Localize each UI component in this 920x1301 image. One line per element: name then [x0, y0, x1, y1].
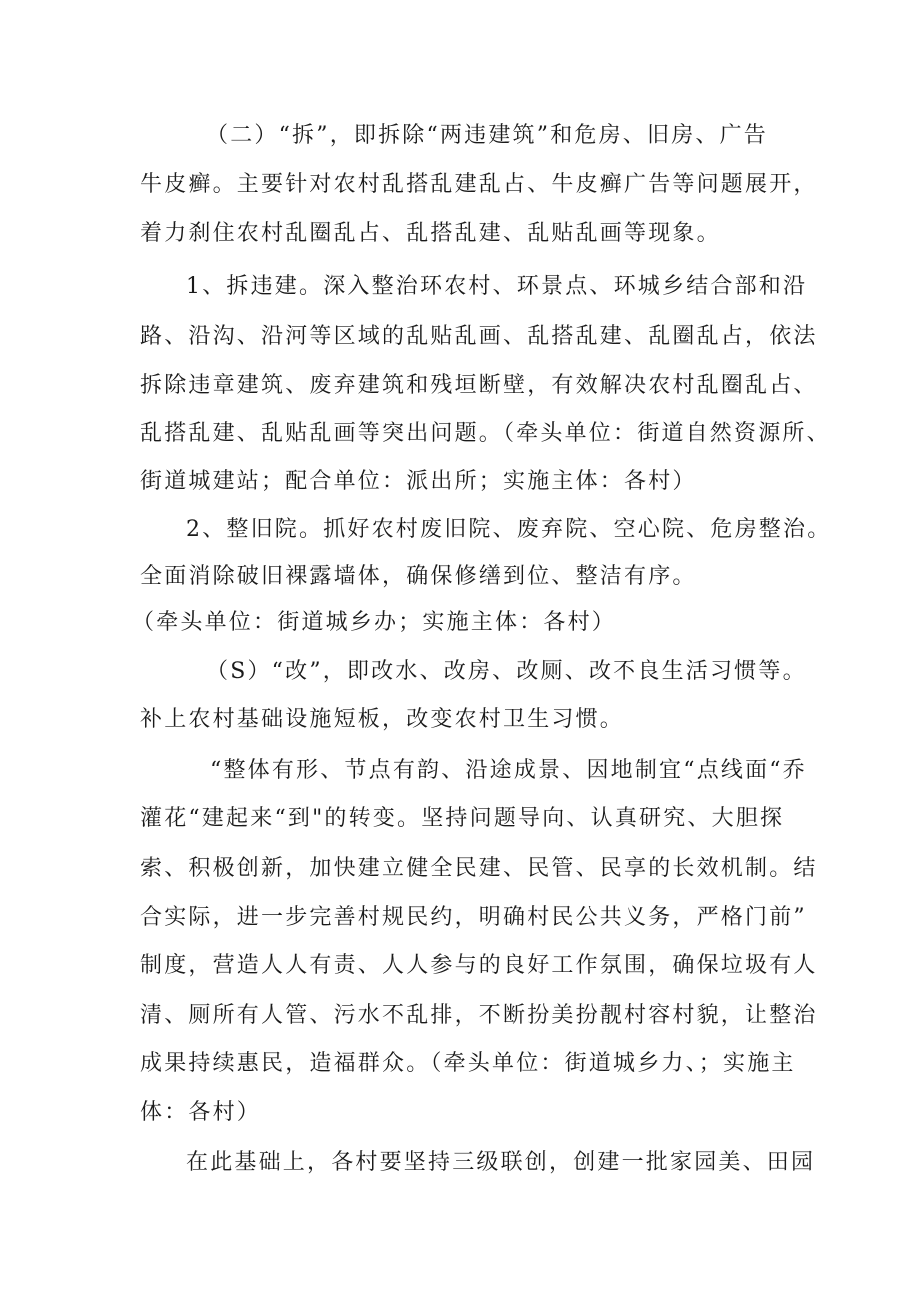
- paragraph-line: 牛皮癣。主要针对农村乱搭乱建乱占、牛皮癣广告等问题展开，: [140, 172, 818, 197]
- paragraph-line: 成果持续惠民，造福群众。（牵头单位：街道城乡力、；实施主: [140, 1051, 796, 1076]
- paragraph-line: 制度，营造人人有责、人人参与的良好工作氛围，确保垃圾有人: [140, 953, 818, 978]
- paragraph-line: 索、积极创新，加快建立健全民建、民管、民享的长效机制。结: [140, 856, 818, 881]
- paragraph-line: 着力刹住农村乱圈乱占、乱搭乱建、乱贴乱画等现象。: [140, 221, 721, 246]
- paragraph-line: 1、拆违建。深入整治环农村、环景点、环城乡结合部和沿: [186, 274, 808, 299]
- paragraph-line: 乱搭乱建、乱贴乱画等突出问题。（牵头单位：街道自然资源所、: [140, 421, 831, 446]
- paragraph-line: 拆除违章建筑、废弃建筑和残垣断壁，有效解决农村乱圈乱占、: [140, 373, 818, 398]
- paragraph-line: 合实际，进一步完善村规民约，明确村民公共义务，严格门前”: [140, 905, 807, 930]
- paragraph-line: （牵头单位：街道城乡办；实施主体：各村）: [132, 610, 617, 635]
- paragraph-line: 路、沿沟、沿河等区域的乱贴乱画、乱搭乱建、乱圈乱占，依法: [140, 324, 818, 349]
- paragraph-line: 在此基础上，各村要坚持三级联创，创建一批家园美、田园: [186, 1150, 816, 1175]
- paragraph-line: 体：各村）: [140, 1100, 262, 1125]
- paragraph-line: 2、整旧院。抓好农村废旧院、废弃院、空心院、危房整治。: [186, 517, 832, 542]
- paragraph-line: “整体有形、节点有韵、沿途成景、因地制宜“点线面“乔: [210, 758, 807, 783]
- paragraph-line: （二）“拆”，即拆除“两违建筑”和危房、旧房、广告: [206, 123, 768, 148]
- paragraph-line: 街道城建站；配合单位：派出所；实施主体：各村）: [140, 469, 697, 494]
- paragraph-line: （S）“改”，即改水、改房、改厕、改不良生活习惯等。: [206, 659, 807, 684]
- paragraph-line: 灌花“建起来“到"的转变。坚持问题导向、认真研究、大胆探: [140, 806, 785, 831]
- paragraph-line: 补上农村基础设施短板，改变农村卫生习惯。: [140, 707, 625, 732]
- paragraph-line: 清、厕所有人管、污水不乱排，不断扮美扮靓村容村貌，让整治: [140, 1003, 818, 1028]
- paragraph-line: 全面消除破旧裸露墙体，确保修缮到位、整洁有序。: [140, 564, 697, 589]
